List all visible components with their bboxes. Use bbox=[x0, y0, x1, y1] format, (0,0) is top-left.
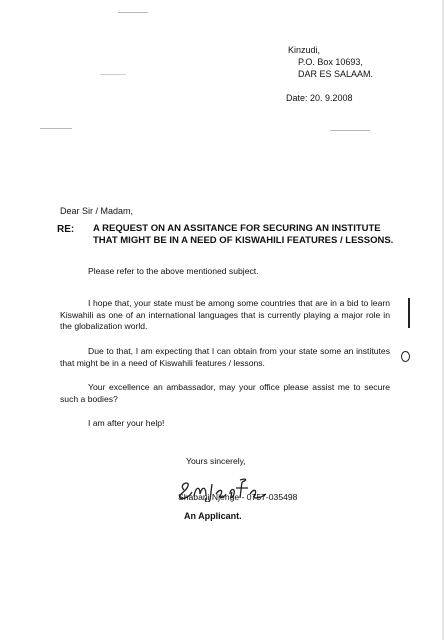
paragraph: I hope that, your state must be among some countries that are in a bid to learn Kiswahili as one of an international languages that is currently playing a major role in the globalization world. bbox=[60, 298, 390, 331]
letter-date: Date: 20. 9.2008 bbox=[286, 93, 353, 103]
paragraph: Due to that, I am expecting that I can obtain from your state some an institutes that might be in a need of Kiswahili features / lessons. bbox=[60, 346, 390, 368]
subject-line: THAT MIGHT BE IN A NEED OF KISWAHILI FEATURES / LESSONS. bbox=[93, 235, 394, 246]
signer-role: An Applicant. bbox=[184, 511, 242, 521]
re-label: RE: bbox=[57, 224, 75, 235]
address-line: P.O. Box 10693, bbox=[298, 57, 363, 67]
scan-smudge bbox=[118, 12, 148, 13]
address-line: DAR ES SALAAM. bbox=[298, 69, 374, 79]
signer-name-phone: Shabani Njenge - 0757-035498 bbox=[178, 492, 298, 502]
scan-smudge bbox=[40, 128, 72, 129]
paragraph: Your excellence an ambassador, may your office please assist me to secure such a bodies? bbox=[60, 382, 390, 404]
paragraph: I am after your help! bbox=[88, 418, 165, 428]
scan-smudge bbox=[330, 130, 370, 131]
salutation: Dear Sir / Madam, bbox=[60, 206, 134, 216]
paragraph: Please refer to the above mentioned subject. bbox=[88, 266, 259, 276]
margin-mark bbox=[408, 298, 410, 328]
sender-address bbox=[288, 44, 373, 80]
closing: Yours sincerely, bbox=[186, 456, 246, 466]
subject-line: A REQUEST ON AN ASSITANCE FOR SECURING AN INSTITUTE bbox=[93, 223, 381, 234]
subject-heading bbox=[93, 223, 413, 247]
margin-circle-mark bbox=[401, 351, 410, 362]
scan-smudge bbox=[100, 74, 126, 75]
address-line: Kinzudi, bbox=[288, 45, 321, 55]
